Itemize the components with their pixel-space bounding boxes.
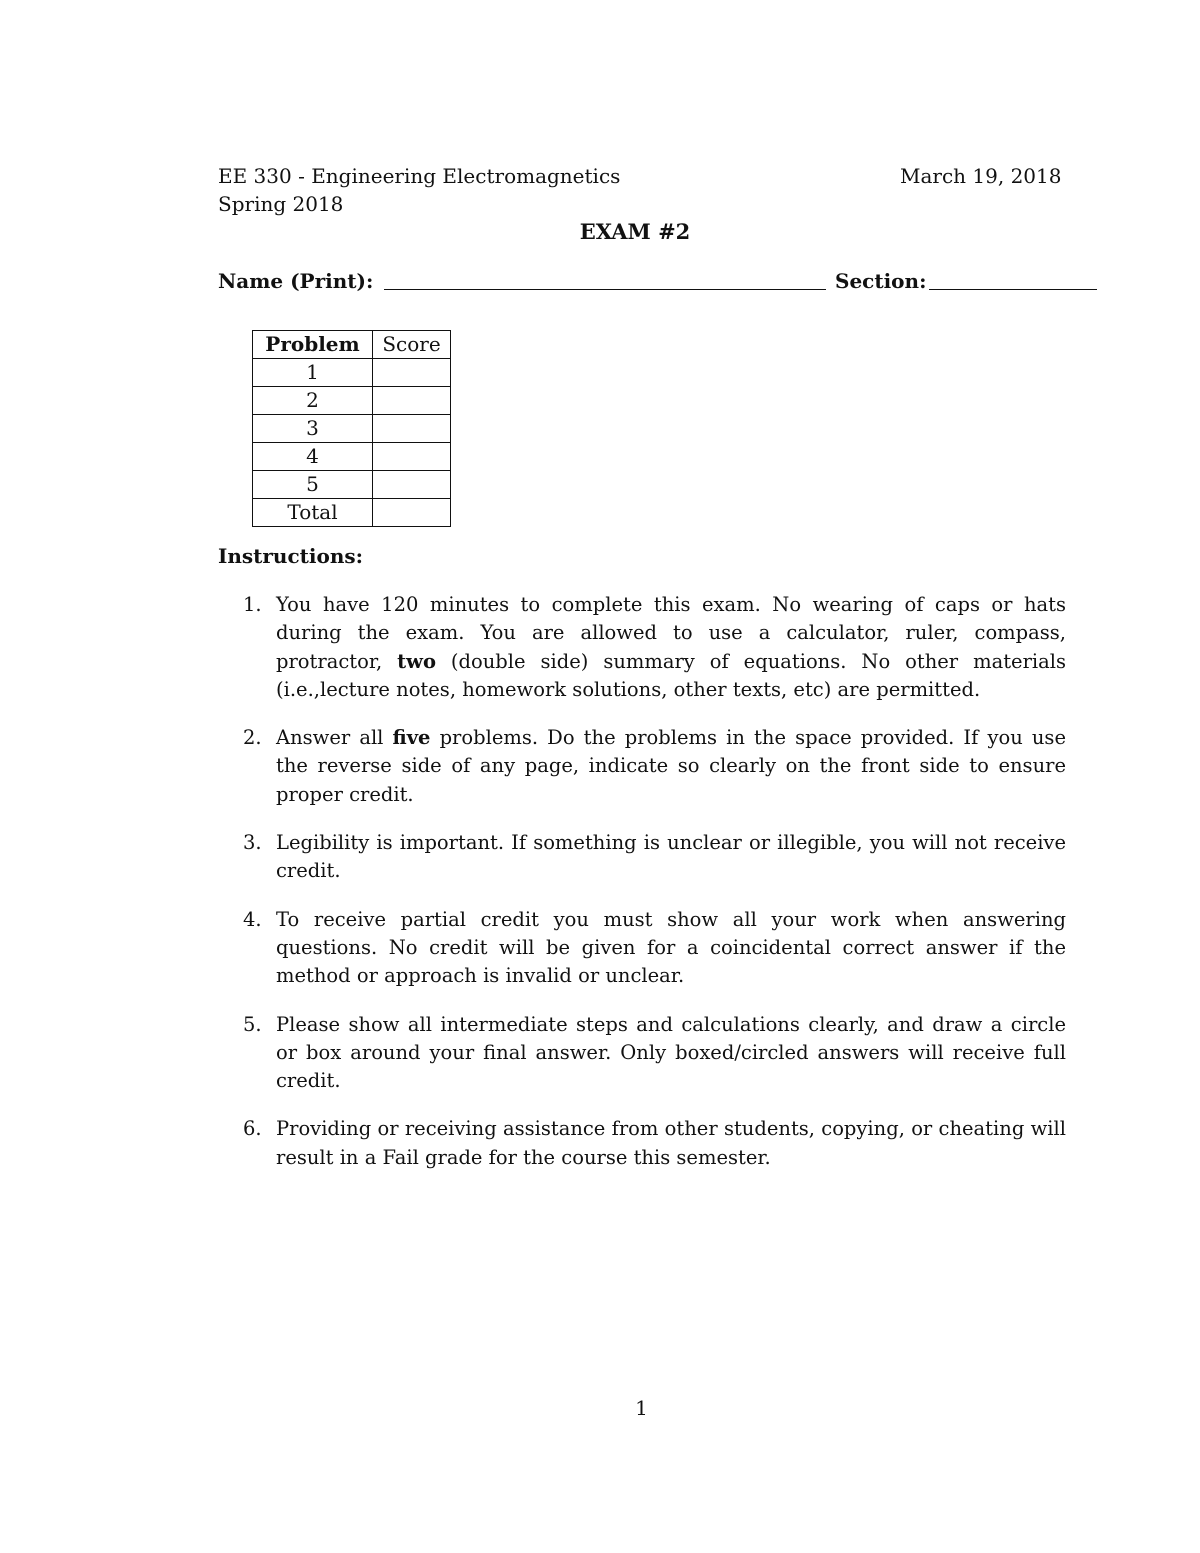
exam-title: EXAM #2	[579, 219, 691, 244]
item-text: Please show all intermediate steps and calculations clearly, and draw a circle or box around your final answer. Only boxed/circled answers will receive full credit.	[276, 1012, 1066, 1093]
item-text: Legibility is important. If something is unclear or illegible, you will not receive credit.	[276, 831, 1066, 883]
list-item	[240, 1115, 1066, 1172]
problem-cell: 1	[253, 359, 373, 387]
instructions-heading: Instructions:	[218, 544, 364, 568]
item-number: 4.	[243, 907, 262, 931]
score-cell	[373, 387, 451, 415]
table-row	[253, 359, 451, 387]
item-text-continued: problems. Do the problems in the space provided. If you use the reverse side of any page, indicate so clearly on the front side to ensure proper credit.	[276, 726, 1066, 806]
item-text-continued: (double side) summary of equations. No other materials (i.e.,lecture notes, homework solutions, other texts, etc) are permitted.	[276, 649, 1066, 701]
course-title: EE 330 - Engineering Electromagnetics	[218, 164, 621, 188]
table-row	[253, 387, 451, 415]
section-blank-line	[929, 289, 1097, 290]
score-cell	[373, 415, 451, 443]
score-cell	[373, 471, 451, 499]
list-item	[240, 829, 1066, 886]
instructions-list	[240, 591, 1066, 1192]
list-item	[240, 906, 1066, 991]
item-text: Answer all	[276, 726, 393, 750]
table-row	[253, 443, 451, 471]
score-cell	[373, 359, 451, 387]
list-item	[240, 591, 1066, 704]
table-row	[253, 415, 451, 443]
item-number: 3.	[243, 831, 262, 855]
item-text: You have 120 minutes to complete this exam. No wearing of caps or hats during the exam. You are allowed to use a calculator, ruler, compass, protractor,	[276, 593, 1066, 673]
section-label: Section:	[835, 269, 927, 293]
problem-cell: 5	[253, 471, 373, 499]
problem-cell: 4	[253, 443, 373, 471]
total-label-cell: Total	[253, 499, 373, 527]
score-table	[252, 330, 451, 527]
problem-cell: 3	[253, 415, 373, 443]
item-emphasis: five	[392, 726, 431, 750]
item-text: To receive partial credit you must show all your work when answering questions. No credit will be given for a coincidental correct answer if the method or approach is invalid or unclear.	[276, 907, 1066, 988]
item-number: 6.	[243, 1117, 262, 1141]
item-number: 5.	[243, 1012, 262, 1036]
exam-date: March 19, 2018	[900, 164, 1062, 188]
name-blank-line	[384, 289, 826, 290]
list-item	[240, 724, 1066, 809]
item-number: 2.	[243, 726, 262, 750]
score-cell	[373, 443, 451, 471]
problem-column-header: Problem	[253, 331, 373, 359]
score-table-header-row	[253, 331, 451, 359]
item-number: 1.	[243, 593, 262, 616]
item-emphasis: two	[397, 649, 436, 673]
term: Spring 2018	[218, 192, 344, 216]
list-item	[240, 1011, 1066, 1096]
item-text: Providing or receiving assistance from other students, copying, or cheating will result in a Fail grade for the course this semester.	[276, 1117, 1066, 1169]
problem-cell: 2	[253, 387, 373, 415]
page-number: 1	[635, 1396, 648, 1420]
table-row-total	[253, 499, 451, 527]
name-label: Name (Print):	[218, 269, 374, 293]
score-column-header: Score	[373, 331, 451, 359]
total-score-cell	[373, 499, 451, 527]
table-row	[253, 471, 451, 499]
